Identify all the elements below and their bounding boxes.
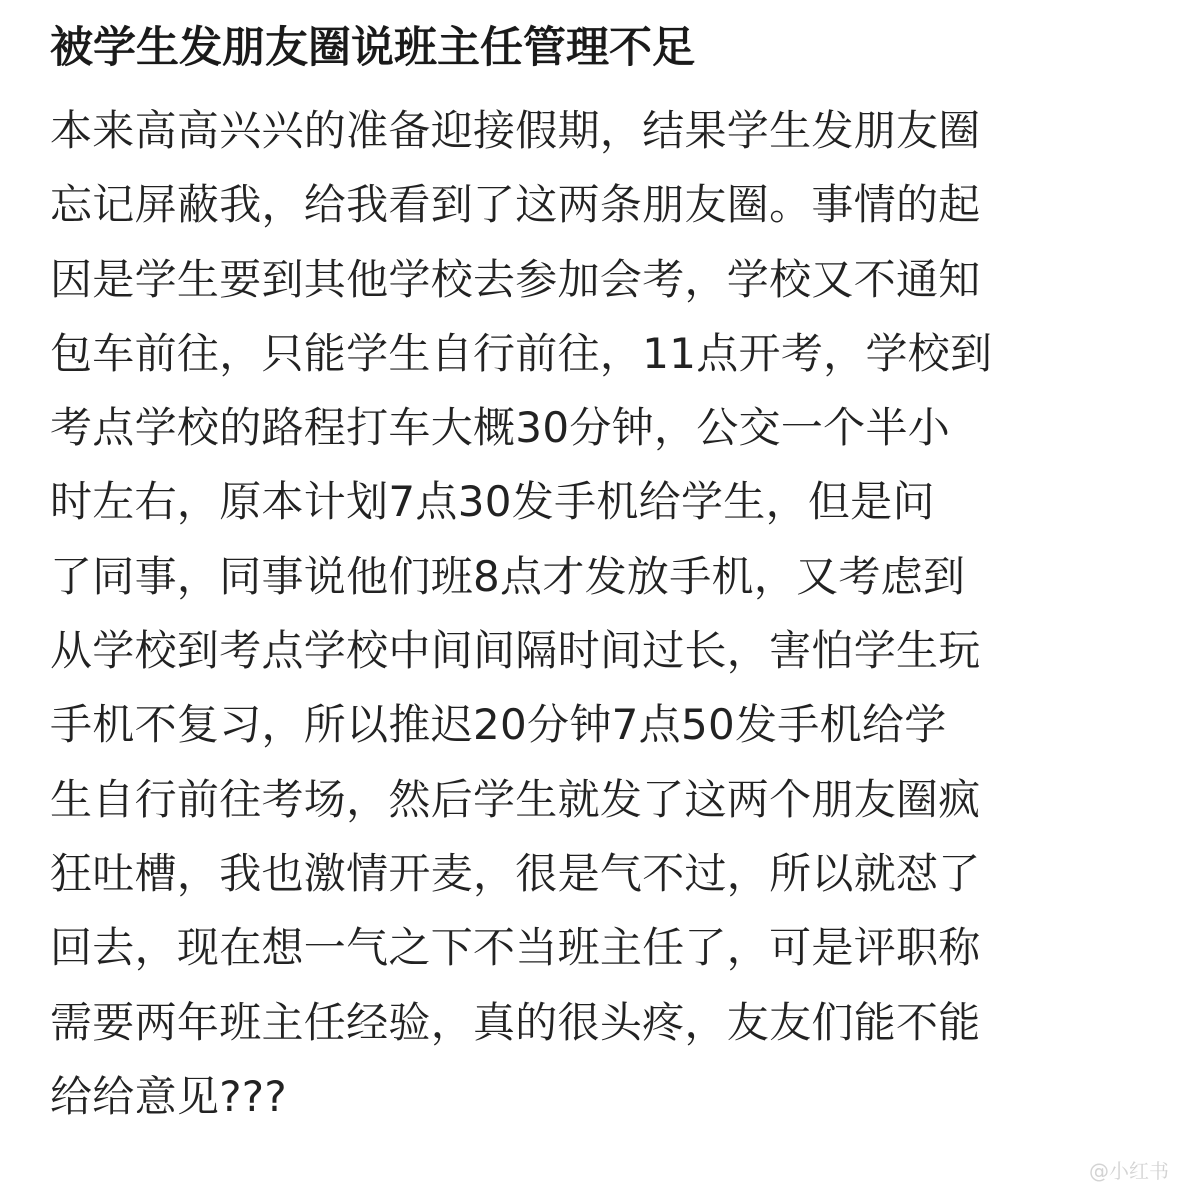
post-body-line: 生自行前往考场，然后学生就发了这两个朋友圈疯 (50, 774, 981, 824)
post-body-line: 手机不复习，所以推迟20分钟7点50发手机给学 (50, 700, 947, 750)
post-body (50, 94, 1130, 1134)
post (50, 18, 1130, 1134)
post-body-line: 回去，现在想一气之下不当班主任了，可是评职称 (50, 923, 981, 973)
post-body-line: 给给意见??? (50, 1071, 287, 1121)
post-body-line: 忘记屏蔽我，给我看到了这两条朋友圈。事情的起 (50, 180, 981, 230)
post-body-line: 从学校到考点学校中间间隔时间过长，害怕学生玩 (50, 626, 981, 676)
post-body-line: 考点学校的路程打车大概30分钟，公交一个半小 (50, 403, 951, 453)
post-body-line: 时左右，原本计划7点30发手机给学生，但是问 (50, 477, 935, 527)
post-body-line: 了同事，同事说他们班8点才发放手机，又考虑到 (50, 551, 966, 601)
post-body-line: 包车前往，只能学生自行前往，11点开考，学校到 (50, 328, 993, 378)
post-title: 被学生发朋友圈说班主任管理不足 (50, 23, 695, 73)
post-body-line: 本来高高兴兴的准备迎接假期，结果学生发朋友圈 (50, 106, 981, 155)
post-body-line: 因是学生要到其他学校去参加会考，学校又不通知 (50, 254, 981, 304)
watermark: @小红书 (1089, 1159, 1169, 1183)
post-body-line: 狂吐槽，我也激情开麦，很是气不过，所以就怼了 (50, 848, 981, 898)
post-body-line: 需要两年班主任经验，真的很头疼，友友们能不能 (50, 997, 981, 1047)
